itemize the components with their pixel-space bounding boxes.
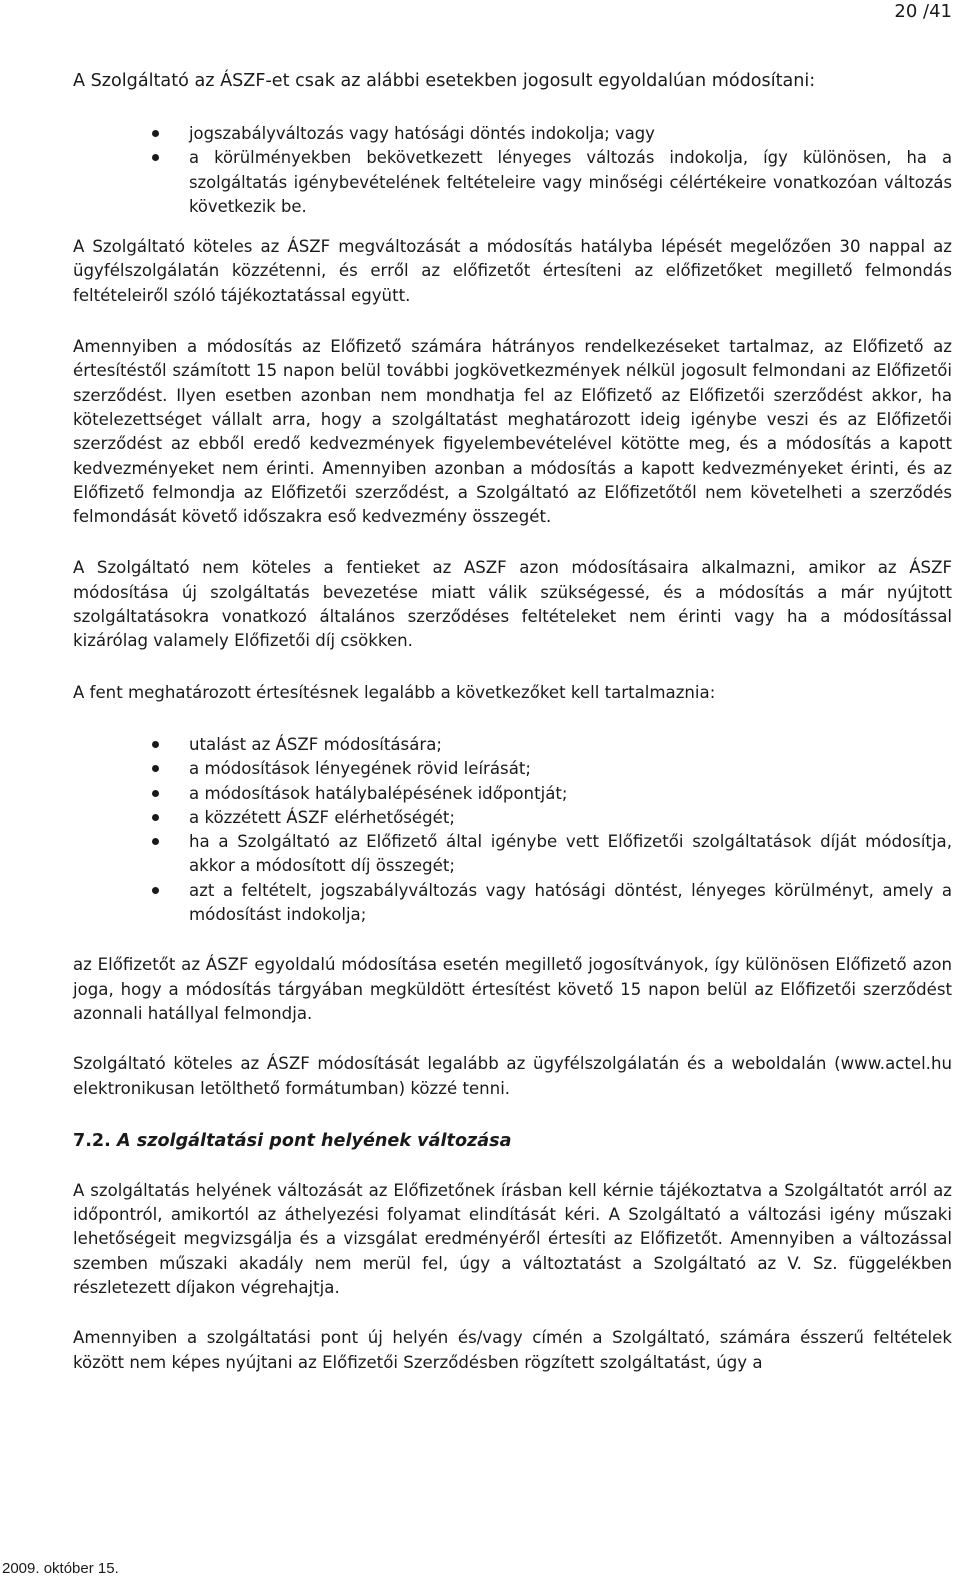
list-item: a körülményekben bekövetkezett lényeges változás indokolja, így különösen, ha a szolgáltatás igénybevételének feltételeire vagy minőségi célértékeire vonatkozóan változás következik be.	[73, 146, 952, 219]
list-item: a módosítások hatálybalépésének időpontját;	[73, 782, 952, 806]
page-number: 20 /41	[894, 1, 952, 22]
footer-date: 2009. október 15.	[2, 1560, 119, 1577]
paragraph: Amennyiben a szolgáltatási pont új helyén és/vagy címén a Szolgáltató, számára ésszerű feltételek között nem képes nyújtani az Előfizetői Szerződésben rögzített szolgáltatást, úgy a	[73, 1328, 952, 1372]
paragraph: Szolgáltató köteles az ÁSZF módosítását legalább az ügyfélszolgálatán és a weboldalán (www.actel.hu elektronikusan letölthető formátumban) közzé tenni.	[73, 1054, 952, 1098]
paragraph: Amennyiben a módosítás az Előfizető számára hátrányos rendelkezéseket tartalmaz, az Előfizető az értesítéstől számított 15 napon belül további jogkövetkezmények nélkül jogosult felmondani az Előfizetői szerződést. Ilyen esetben azonban nem mondhatja fel az Előfizető az Előfizetői szerződést akkor, ha kötelezettséget vállalt arra, hogy a szolgáltatást meghatározott ideig igénybe veszi és az Előfizetői szerződést az ebből eredő kedvezmények figyelembevételével kötötte meg, és a módosítás a kapott kedvezményeket nem érinti. Amennyiben azonban a módosítás a kapott kedvezményeket érinti, és az Előfizető felmondja az Előfizetői szerződést, a Szolgáltató az Előfizetőtől nem követelheti a szerződés felmondását követő időszakra eső kedvezmény összegét.	[73, 337, 952, 527]
list-item: jogszabályváltozás vagy hatósági döntés indokolja; vagy	[73, 122, 952, 146]
notification-contents-list	[73, 733, 952, 927]
list-item: azt a feltételt, jogszabályváltozás vagy hatósági döntést, lényeges körülményt, amely a módosítást indokolja;	[73, 879, 952, 928]
paragraph: az Előfizetőt az ÁSZF egyoldalú módosítása esetén megillető jogosítványok, így különösen Előfizető azon joga, hogy a módosítás tárgyában megküldött értesítést követő 15 napon belül az Előfizetői szerződést azonnali hatállyal felmondja.	[73, 955, 952, 1023]
paragraph: A szolgáltatás helyének változását az Előfizetőnek írásban kell kérnie tájékoztatva a Szolgáltatót arról az időpontról, amikortól az áthelyezési folyamat elindítását kéri. A Szolgáltató a változási igény műszaki lehetőségeit megvizsgálja és a vizsgálat eredményéről értesíti az Előfizetőt. Amennyiben a változással szemben műszaki akadály nem merül fel, úgy a változtatást a Szolgáltató az V. Sz. függelékben részletezett díjakon végrehajtja.	[73, 1180, 952, 1297]
list-item: a módosítások lényegének rövid leírását;	[73, 757, 952, 781]
list-item: ha a Szolgáltató az Előfizető által igénybe vett Előfizetői szolgáltatások díját módosítja, akkor a módosított díj összegét;	[73, 830, 952, 879]
list-item: a közzétett ÁSZF elérhetőségét;	[73, 806, 952, 830]
paragraph: A Szolgáltató nem köteles a fentieket az ASZF azon módosításaira alkalmazni, amikor az ÁSZF módosítása új szolgáltatás bevezetése miatt válik szükségessé, és a módosítás a már nyújtott szolgáltatásokra vonatkozó általános szerződéses feltételeket nem érinti vagy ha a módosítással kizárólag valamely Előfizetői díj csökken.	[73, 558, 952, 651]
section-heading	[73, 1129, 952, 1153]
paragraph: A Szolgáltató köteles az ÁSZF megváltozását a módosítás hatályba lépését megelőzően 30 nappal az ügyfélszolgálatán közzétenni, és erről az előfizetőt értesíteni az előfizetőket megillető felmondás feltételeiről szóló tájékoztatással együtt.	[73, 237, 952, 305]
paragraph: A fent meghatározott értesítésnek legalább a következőket kell tartalmaznia:	[73, 682, 716, 702]
intro-paragraph: A Szolgáltató az ÁSZF-et csak az alábbi esetekben jogosult egyoldalúan módosítani:	[73, 71, 816, 91]
section-title: A szolgáltatási pont helyének változása	[117, 1130, 512, 1151]
modification-conditions-list	[73, 122, 952, 219]
document-body	[73, 69, 952, 1375]
list-item: utalást az ÁSZF módosítására;	[73, 733, 952, 757]
section-number: 7.2.	[73, 1130, 111, 1151]
